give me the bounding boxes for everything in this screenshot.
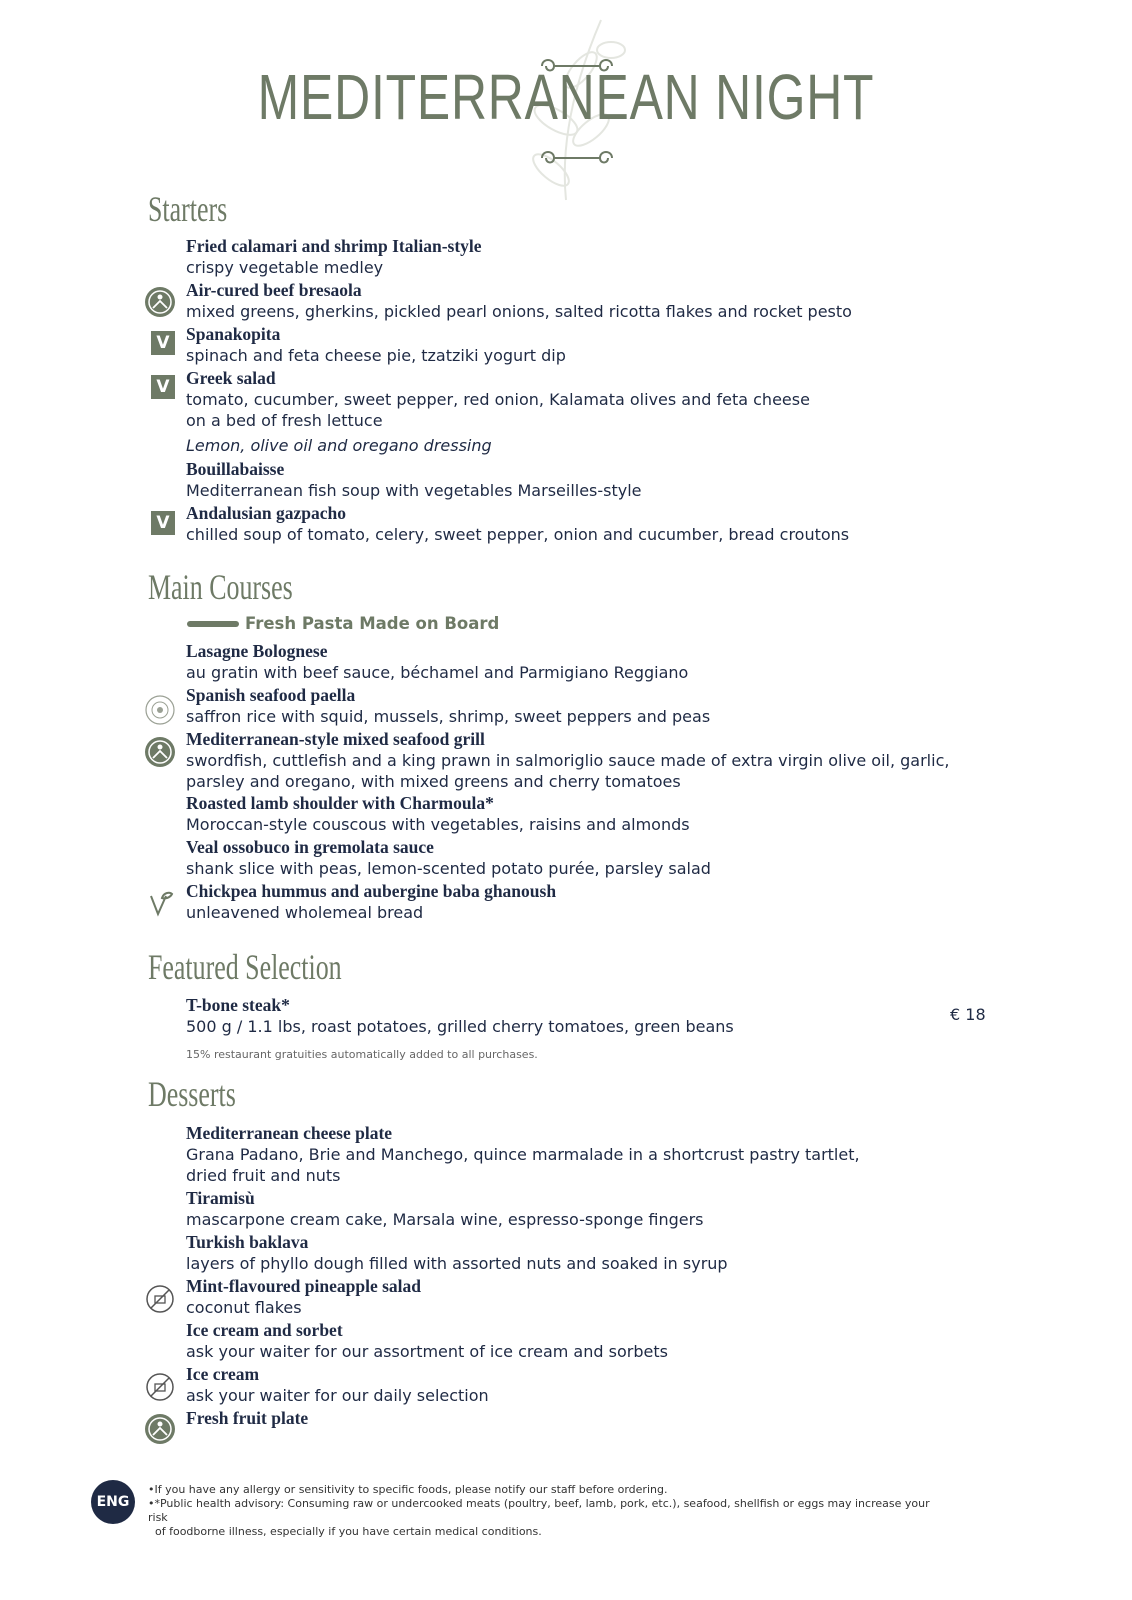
dish-name: Greek salad — [186, 368, 276, 388]
dish-desc: au gratin with beef sauce, béchamel and Parmigiano Reggiano — [186, 663, 689, 682]
menu-item — [186, 324, 986, 366]
menu-item — [186, 280, 986, 322]
dish-desc: Grana Padano, Brie and Manchego, quince marmalade in a shortcrust pastry tartlet, — [186, 1145, 860, 1164]
chefs-signature-icon — [144, 694, 176, 726]
section-title-starters: Starters — [148, 189, 228, 229]
fresh-pasta-text: Fresh Pasta Made on Board — [245, 614, 500, 633]
dish-desc-continued: parsley and oregano, with mixed greens and cherry tomatoes — [186, 772, 681, 791]
language-badge: ENG — [91, 1480, 135, 1524]
dish-name: Spanish seafood paella — [186, 685, 356, 705]
dish-name: Veal ossobuco in gremolata sauce — [186, 837, 434, 857]
dish-name: Air-cured beef bresaola — [186, 280, 362, 300]
menu-item — [186, 685, 986, 727]
dish-name: Bouillabaisse — [186, 459, 285, 479]
dish-name: Chickpea hummus and aubergine baba ghanoush — [186, 881, 557, 901]
menu-item — [186, 881, 986, 923]
menu-item — [186, 1276, 986, 1318]
wellness-icon — [144, 736, 176, 768]
page-header — [0, 60, 1132, 134]
vegetarian-icon: V — [151, 375, 175, 399]
vegetarian-icon: V — [151, 331, 175, 355]
dish-desc: ask your waiter for our daily selection — [186, 1386, 489, 1405]
dish-name: Andalusian gazpacho — [186, 503, 346, 523]
menu-item — [186, 641, 986, 683]
menu-item — [186, 1188, 986, 1230]
dish-name: Turkish baklava — [186, 1232, 309, 1252]
dish-desc: saffron rice with squid, mussels, shrimp, sweet peppers and peas — [186, 707, 711, 726]
menu-item — [186, 995, 986, 1037]
vegetarian-icon: V — [151, 511, 175, 535]
dish-desc: swordfish, cuttlefish and a king prawn in salmoriglio sauce made of extra virgin olive oil, garlic, — [186, 751, 950, 770]
health-advisory-continued: of foodborne illness, especially if you have certain medical conditions. — [148, 1525, 542, 1538]
dish-name: Ice cream and sorbet — [186, 1320, 343, 1340]
rolling-pin-icon — [187, 621, 239, 627]
dish-desc: mixed greens, gherkins, pickled pearl onions, salted ricotta flakes and rocket pesto — [186, 302, 852, 321]
vegan-icon — [144, 888, 176, 920]
dish-note: Lemon, olive oil and oregano dressing — [186, 436, 492, 455]
section-title-main-courses: Main Courses — [148, 567, 293, 607]
dish-desc: spinach and feta cheese pie, tzatziki yogurt dip — [186, 346, 566, 365]
section-title-featured: Featured Selection — [148, 947, 342, 987]
no-sugar-icon — [144, 1283, 176, 1315]
dish-name: Mediterranean cheese plate — [186, 1123, 393, 1143]
gratuity-note: 15% restaurant gratuities automatically added to all purchases. — [186, 1048, 538, 1061]
dish-name: T-bone steak* — [186, 995, 290, 1015]
menu-item — [186, 793, 986, 835]
dish-name: Fresh fruit plate — [186, 1408, 309, 1428]
health-advisory: •*Public health advisory: Consuming raw or undercooked meats (poultry, beef, lamb, pork, etc.), seafood, shellfish or eggs may increase your risk — [148, 1497, 934, 1524]
footer-notes — [148, 1483, 948, 1539]
dish-name: Mediterranean-style mixed seafood grill — [186, 729, 485, 749]
menu-item — [186, 503, 986, 545]
dish-name: Ice cream — [186, 1364, 260, 1384]
dish-desc-continued: on a bed of fresh lettuce — [186, 411, 383, 430]
dish-name: Tiramisù — [186, 1188, 255, 1208]
section-title-desserts: Desserts — [148, 1074, 236, 1114]
dish-name: Lasagne Bolognese — [186, 641, 328, 661]
dish-name: Fried calamari and shrimp Italian-style — [186, 236, 482, 256]
dish-name: Mint-flavoured pineapple salad — [186, 1276, 421, 1296]
menu-item — [186, 729, 986, 792]
dish-desc: Moroccan-style couscous with vegetables, raisins and almonds — [186, 815, 690, 834]
dish-desc-continued: dried fruit and nuts — [186, 1166, 341, 1185]
scroll-ornament-bottom — [532, 146, 622, 170]
menu-item — [186, 1123, 986, 1186]
menu-item — [186, 1364, 986, 1406]
dish-desc: ask your waiter for our assortment of ice cream and sorbets — [186, 1342, 668, 1361]
menu-item — [186, 837, 986, 879]
no-sugar-icon — [144, 1371, 176, 1403]
wellness-icon — [144, 286, 176, 318]
wellness-icon — [144, 1413, 176, 1445]
allergy-note: •If you have any allergy or sensitivity to specific foods, please notify our staff before ordering. — [148, 1483, 668, 1496]
menu-item — [186, 1232, 986, 1274]
dish-desc: chilled soup of tomato, celery, sweet pepper, onion and cucumber, bread croutons — [186, 525, 850, 544]
dish-desc: tomato, cucumber, sweet pepper, red onion, Kalamata olives and feta cheese — [186, 390, 810, 409]
menu-item — [186, 368, 986, 456]
dish-desc: crispy vegetable medley — [186, 258, 384, 277]
menu-item — [186, 1408, 986, 1429]
dish-desc: unleavened wholemeal bread — [186, 903, 424, 922]
menu-item — [186, 236, 986, 278]
dish-desc: shank slice with peas, lemon-scented potato purée, parsley salad — [186, 859, 711, 878]
menu-item — [186, 1320, 986, 1362]
menu-item — [186, 459, 986, 501]
dish-desc: 500 g / 1.1 lbs, roast potatoes, grilled cherry tomatoes, green beans — [186, 1017, 734, 1036]
price: € 18 — [950, 1005, 986, 1024]
fresh-pasta-label — [187, 614, 499, 633]
dish-desc: coconut flakes — [186, 1298, 302, 1317]
dish-name: Spanakopita — [186, 324, 281, 344]
dish-desc: mascarpone cream cake, Marsala wine, espresso-sponge fingers — [186, 1210, 704, 1229]
dish-desc: Mediterranean fish soup with vegetables Marseilles-style — [186, 481, 642, 500]
page-title: MEDITERRANEAN NIGHT — [257, 61, 875, 133]
dish-name: Roasted lamb shoulder with Charmoula* — [186, 793, 494, 813]
dish-desc: layers of phyllo dough filled with assorted nuts and soaked in syrup — [186, 1254, 728, 1273]
